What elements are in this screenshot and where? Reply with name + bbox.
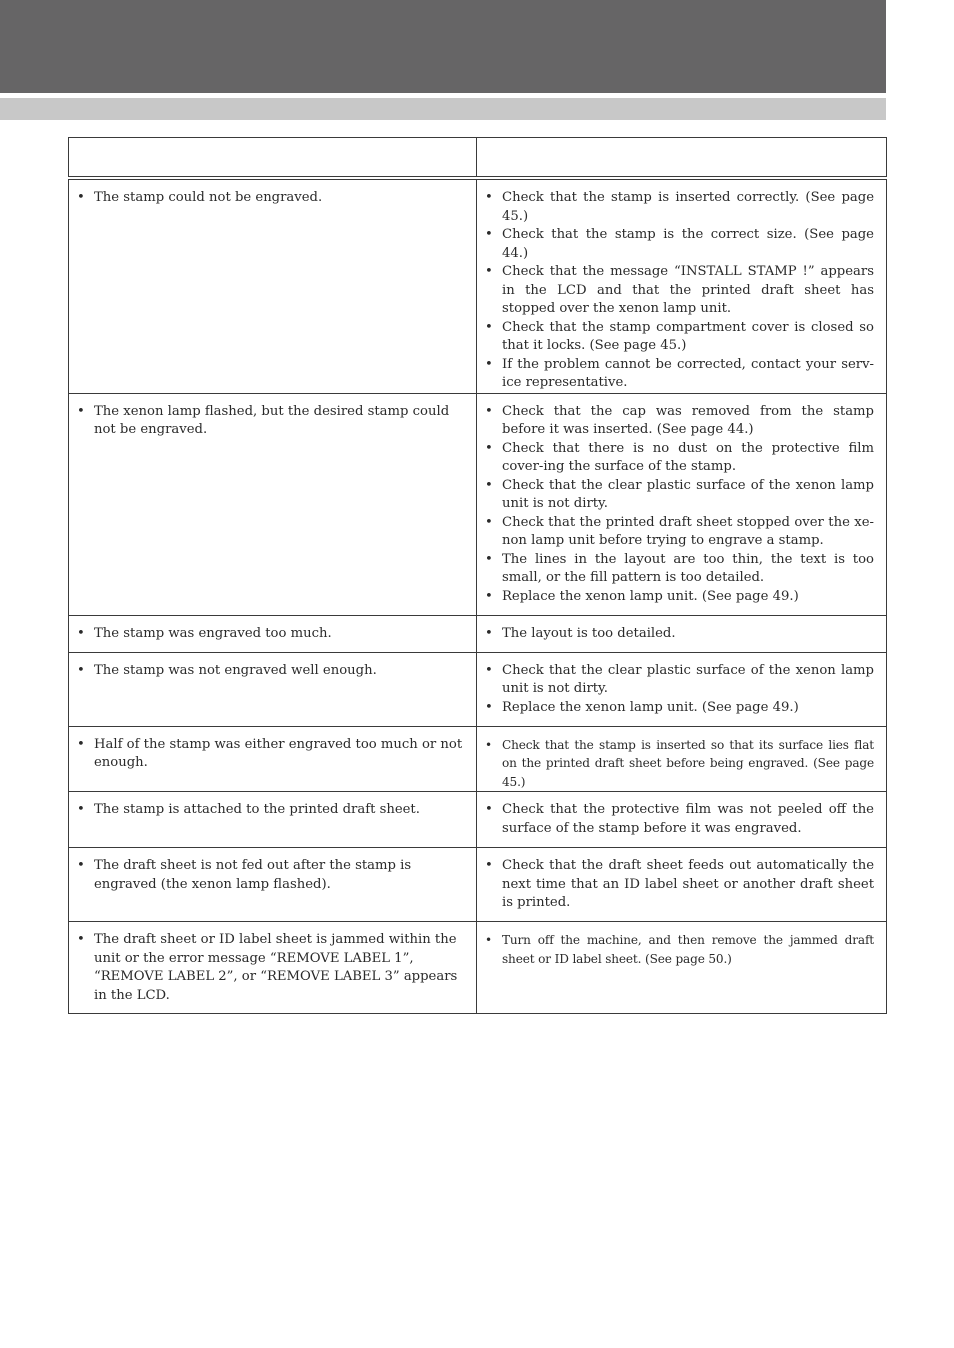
list-item: • Check that the clear plastic surface of the xenon lamp unit is not dirty. [485,662,874,696]
list-item: • The draft sheet is not fed out after the stamp is engraved (the xenon lamp flashed). [77,858,412,892]
list-item: • The stamp could not be engraved. [77,190,323,205]
problem-cell [69,792,477,848]
table-row [69,848,887,922]
list-item: • Check that the protective film was not peeled off the surface of the stamp before it was engraved. [485,802,874,836]
list-item: • The stamp is attached to the printed draft sheet. [77,802,420,817]
header-remedy [477,138,887,179]
list-item: • Check that the stamp is inserted so that its surface lies flat on the printed draft sheet before being engraved. (See page 45.) [485,737,874,789]
list-item: • Check that the message “INSTALL STAMP !” appears in the LCD and that the printed draft sheet has stopped over the xenon lamp unit. [485,264,874,316]
remedy-cell [477,615,887,652]
table-row [69,178,887,393]
remedy-cell [477,726,887,792]
list-item: • The draft sheet or ID label sheet is jammed within the unit or the error message “REMOVE LABEL 1”, “REMOVE LABEL 2”, or “REMOVE LABEL 3” appears in the LCD. [77,932,458,1003]
list-item: • The lines in the layout are too thin, the text is too small, or the fill pattern is too detailed. [485,551,874,585]
problem-cell [69,615,477,652]
table-row [69,393,887,615]
table-row [69,652,887,726]
list-item: • Check that the printed draft sheet stopped over the xe-non lamp unit before trying to engrave a stamp. [485,514,874,548]
problem-cell [69,393,477,615]
list-item: • Half of the stamp was either engraved too much or not enough. [77,736,463,770]
troubleshooting-table [68,137,887,1014]
list-item: • Replace the xenon lamp unit. (See page 49.) [485,588,799,604]
list-item: • Check that there is no dust on the protective film cover-ing the surface of the stamp. [485,440,874,474]
table-row [69,792,887,848]
table-row [69,726,887,792]
list-item: • The xenon lamp flashed, but the desired stamp could not be engraved. [77,403,450,437]
header-band [0,0,886,93]
problem-cell [69,652,477,726]
list-item: • The stamp was not engraved well enough. [77,662,377,678]
remedy-cell [477,848,887,922]
problem-cell [69,726,477,792]
remedy-cell [477,178,887,393]
subheader-band [0,98,886,120]
list-item: • Check that the clear plastic surface of the xenon lamp unit is not dirty. [485,477,874,511]
list-item: • Check that the stamp is the correct size. (See page 44.) [485,227,874,261]
problem-cell [69,848,477,922]
remedy-cell [477,922,887,1014]
list-item: • Check that the draft sheet feeds out automatically the next time that an ID label sheet or another draft sheet is printed. [485,858,874,910]
problem-cell [69,922,477,1014]
list-item: • The layout is too detailed. [485,625,676,641]
remedy-cell [477,393,887,615]
remedy-cell [477,652,887,726]
header-problem [69,138,477,179]
list-item: • The stamp was engraved too much. [77,625,332,641]
table-row [69,922,887,1014]
table-row [69,615,887,652]
list-item: • Check that the stamp compartment cover is closed so that it locks. (See page 45.) [485,319,874,353]
problem-cell [69,178,477,393]
list-item: • Check that the stamp is inserted correctly. (See page 45.) [485,190,874,224]
list-item: • If the problem cannot be corrected, contact your serv-ice representative. [485,356,874,390]
list-item: • Replace the xenon lamp unit. (See page 49.) [485,699,799,715]
table-header-row [69,138,887,179]
remedy-cell [477,792,887,848]
list-item: • Check that the cap was removed from the stamp before it was inserted. (See page 44.) [485,403,874,437]
list-item: • Turn off the machine, and then remove the jammed draft sheet or ID label sheet. (See page 50.) [485,933,874,966]
